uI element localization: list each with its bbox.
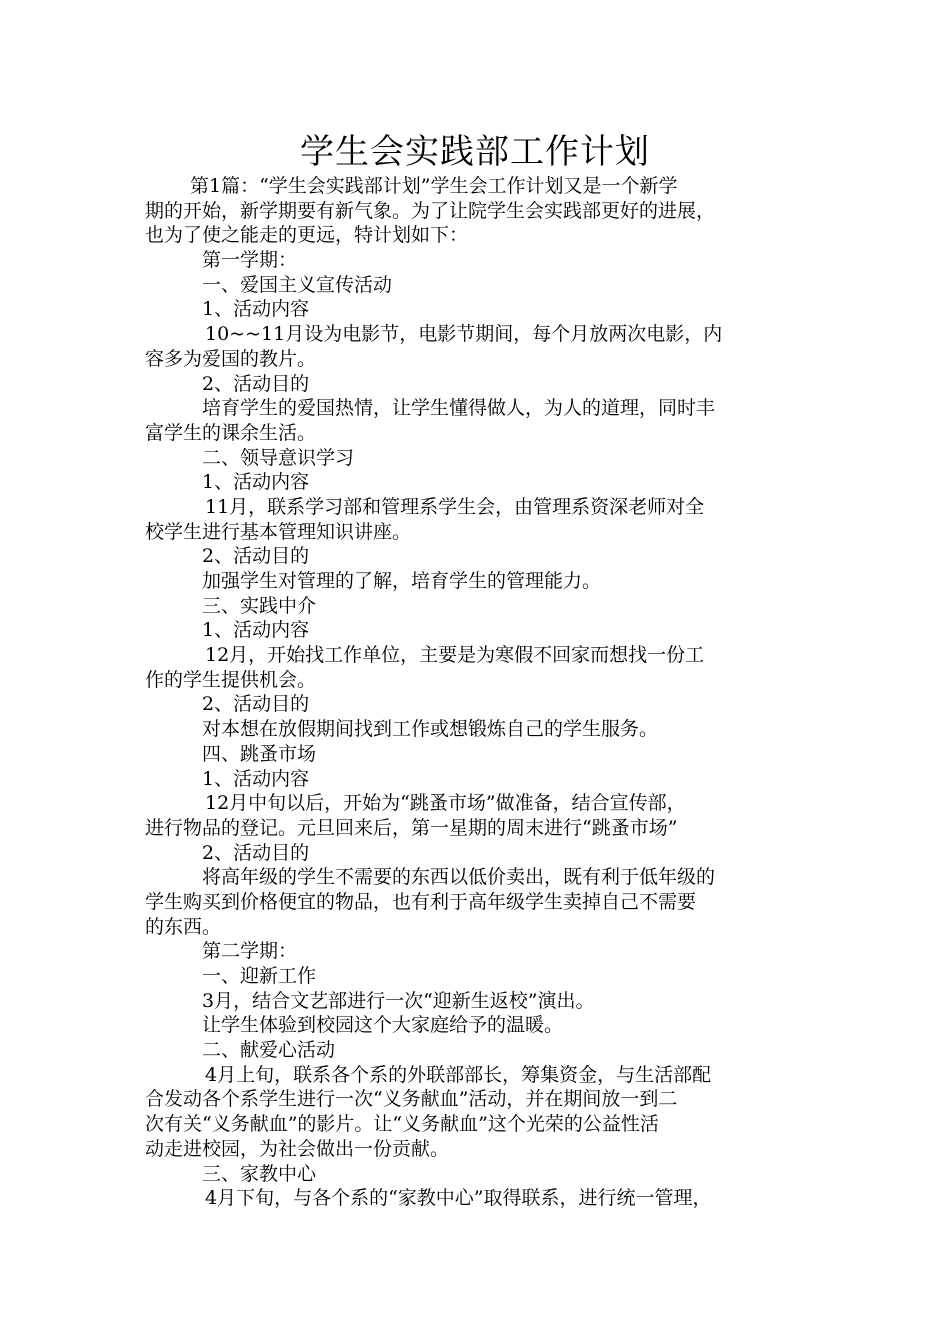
subitem-heading: 2、活动目的 bbox=[202, 545, 310, 568]
paragraph-line: 校学生进行基本管理知识讲座。 bbox=[145, 520, 412, 543]
paragraph-line: 第1篇：“学生会实践部计划”学生会工作计划又是一个新学 bbox=[190, 175, 678, 197]
paragraph-line: 的东西。 bbox=[145, 915, 222, 938]
item-heading: 三、实践中介 bbox=[202, 594, 317, 617]
paragraph-line: 进行物品的登记。元旦回来后，第一星期的周末进行“跳蚤市场” bbox=[145, 816, 678, 839]
paragraph-line: 4月下旬，与各个系的“家教中心”取得联系，进行统一管理， bbox=[205, 1187, 712, 1210]
item-heading: 二、领导意识学习 bbox=[202, 446, 355, 469]
item-heading: 一、迎新工作 bbox=[202, 965, 317, 987]
paragraph-line: 让学生体验到校园这个大家庭给予的温暖。 bbox=[202, 1014, 564, 1037]
subitem-heading: 1、活动内容 bbox=[202, 767, 310, 790]
paragraph-line: 合发动各个系学生进行一次“义务献血”活动，并在期间放一到二 bbox=[145, 1088, 678, 1111]
document-title: 学生会实践部工作计划 bbox=[300, 132, 650, 172]
paragraph-line: 期的开始，新学期要有新气象。为了让院学生会实践部更好的进展， bbox=[145, 199, 716, 222]
paragraph-line: 学生购买到价格便宜的物品，也有利于高年级学生卖掉自己不需要 bbox=[145, 890, 697, 913]
section-heading: 第一学期： bbox=[202, 249, 298, 272]
paragraph-line: 容多为爱国的教片。 bbox=[145, 347, 317, 370]
subitem-heading: 1、活动内容 bbox=[202, 298, 310, 321]
paragraph-line: 次有关“义务献血”的影片。让“义务献血”这个光荣的公益性活 bbox=[145, 1113, 659, 1136]
subitem-heading: 1、活动内容 bbox=[202, 619, 310, 642]
item-heading: 二、献爱心活动 bbox=[202, 1039, 336, 1062]
paragraph-line: 对本想在放假期间找到工作或想锻炼自己的学生服务。 bbox=[202, 718, 659, 741]
item-heading: 三、家教中心 bbox=[202, 1162, 317, 1185]
section-heading: 第二学期： bbox=[202, 940, 298, 963]
paragraph-line: 加强学生对管理的了解，培育学生的管理能力。 bbox=[202, 570, 602, 592]
paragraph-line: 富学生的课余生活。 bbox=[145, 421, 317, 444]
subitem-heading: 2、活动目的 bbox=[202, 693, 310, 716]
document-body bbox=[145, 174, 805, 1211]
paragraph-line: 将高年级的学生不需要的东西以低价卖出，既有利于低年级的 bbox=[202, 866, 716, 889]
subitem-heading: 2、活动目的 bbox=[202, 841, 310, 864]
paragraph-line: 作的学生提供机会。 bbox=[145, 668, 317, 691]
paragraph-line: 10~~11月设为电影节，电影节期间，每个月放两次电影，内 bbox=[205, 323, 723, 346]
item-heading: 一、爱国主义宣传活动 bbox=[202, 273, 393, 296]
paragraph-line: 4月上旬，联系各个系的外联部部长，筹集资金，与生活部配 bbox=[205, 1063, 712, 1086]
paragraph-line: 12月中旬以后，开始为“跳蚤市场”做准备，结合宣传部， bbox=[205, 792, 686, 815]
paragraph-line: 动走进校园，为社会做出一份贡献。 bbox=[145, 1137, 450, 1160]
item-heading: 四、跳蚤市场 bbox=[202, 742, 317, 765]
paragraph-line: 培育学生的爱国热情，让学生懂得做人，为人的道理，同时丰 bbox=[202, 397, 716, 420]
paragraph-line: 12月，开始找工作单位，主要是为寒假不回家而想找一份工 bbox=[205, 644, 705, 667]
paragraph-line: 也为了使之能走的更远，特计划如下： bbox=[145, 224, 469, 247]
subitem-heading: 2、活动目的 bbox=[202, 372, 310, 395]
paragraph-line: 3月，结合文艺部进行一次“迎新生返校”演出。 bbox=[202, 989, 595, 1012]
paragraph-line: 11月，联系学习部和管理系学生会，由管理系资深老师对全 bbox=[205, 495, 705, 518]
subitem-heading: 1、活动内容 bbox=[202, 471, 310, 494]
